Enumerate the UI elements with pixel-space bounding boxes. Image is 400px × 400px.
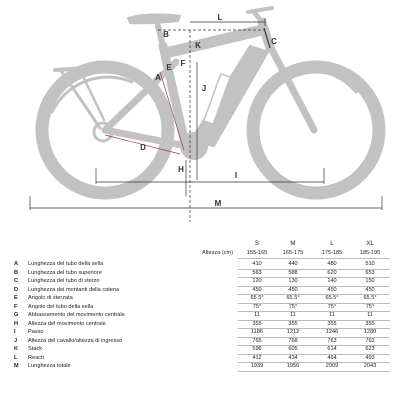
row-value-s: 596 <box>252 346 262 352</box>
geometry-table <box>6 240 396 371</box>
table-row <box>6 311 396 320</box>
row-value-s: 120 <box>252 278 262 284</box>
row-code: E <box>14 295 18 301</box>
motor <box>181 133 207 159</box>
row-code: G <box>14 312 19 318</box>
row-code: K <box>14 346 19 352</box>
row-value-l: 480 <box>327 261 337 267</box>
row-value-m: 588 <box>288 269 298 276</box>
row-label: Lunghezza del tubo della sella <box>28 261 104 267</box>
row-label: Angolo del tubo della sella <box>28 303 94 310</box>
row-value-s: 11 <box>254 312 260 318</box>
label-l: L <box>217 13 223 22</box>
row-value-s: 412 <box>252 354 262 361</box>
row-code: L <box>14 354 18 361</box>
row-code: J <box>14 337 18 344</box>
label-m: M <box>214 199 222 208</box>
row-value-s: 765 <box>252 337 262 344</box>
row-code: C <box>14 278 19 284</box>
row-value-m: 75° <box>288 303 298 310</box>
size-xl: XL <box>366 240 374 247</box>
label-i: I <box>234 171 238 180</box>
row-code: F <box>14 303 18 310</box>
row-value-l: 450 <box>327 286 337 293</box>
row-value-m: 1212 <box>286 329 300 335</box>
table-row <box>6 328 396 337</box>
height-range-xl: 185-195 <box>359 250 381 256</box>
row-value-m: 11 <box>290 312 296 318</box>
row-label: Lunghezza dei montanti della catena <box>28 286 120 293</box>
label-d: D <box>140 143 146 152</box>
size-header-row <box>6 240 396 249</box>
handlebar <box>248 8 272 12</box>
table-row <box>6 294 396 303</box>
row-code: H <box>14 320 19 327</box>
row-value-l: 355 <box>327 320 337 327</box>
table-row <box>6 345 396 354</box>
row-value-xl: 65.5° <box>363 295 377 301</box>
height-range-s: 155-165 <box>246 250 268 256</box>
row-value-s: 75° <box>252 303 262 310</box>
row-value-m: 130 <box>288 278 298 284</box>
row-label: Abbassamento del movimento centrale <box>28 312 125 318</box>
row-value-l: 1246 <box>325 329 339 335</box>
table-row <box>6 260 396 269</box>
row-value-s: 1939 <box>250 363 264 369</box>
bike-silhouette <box>42 8 379 193</box>
row-value-xl: 1280 <box>363 329 377 335</box>
row-value-xl: 11 <box>367 312 373 318</box>
table-row <box>6 303 396 312</box>
row-value-xl: 653 <box>365 269 375 276</box>
row-value-m: 434 <box>288 354 298 361</box>
row-value-xl: 355 <box>365 320 375 327</box>
row-value-l: 614 <box>327 346 337 352</box>
height-header: Altezza (cm) <box>202 250 234 256</box>
row-value-l: 65.5° <box>325 295 339 301</box>
row-value-s: 410 <box>252 261 262 267</box>
label-f: F <box>180 59 186 68</box>
row-value-m: 768 <box>288 337 298 344</box>
row-label: Angolo di sterzata <box>28 295 73 301</box>
row-value-xl: 493 <box>365 354 375 361</box>
row-value-l: 763 <box>327 337 337 344</box>
row-label: Lunghezza del tubo superiore <box>28 269 102 276</box>
row-value-s: 65.5° <box>250 295 264 301</box>
row-value-xl: 510 <box>365 261 375 267</box>
row-code: A <box>14 261 19 267</box>
saddle <box>128 14 180 23</box>
table-row <box>6 320 396 329</box>
row-value-xl: 150 <box>365 278 375 284</box>
row-value-m: 440 <box>288 261 298 267</box>
table-row <box>6 337 396 346</box>
row-label: Lunghezza del tubo di sterzo <box>28 278 100 284</box>
row-value-m: 605 <box>288 346 298 352</box>
size-l: L <box>330 240 334 247</box>
row-value-l: 2009 <box>325 363 339 369</box>
table-row <box>6 354 396 363</box>
row-label: Altezza del cavallo/altezza di ingresso <box>28 337 123 344</box>
label-e: E <box>166 63 172 72</box>
label-b: B <box>163 30 169 39</box>
row-value-m: 450 <box>288 286 298 293</box>
row-value-m: 65.5° <box>286 295 300 301</box>
row-value-s: 1186 <box>250 329 264 335</box>
row-value-s: 450 <box>252 286 262 293</box>
row-value-l: 75° <box>327 303 337 310</box>
row-value-s: 563 <box>252 269 262 276</box>
row-value-s: 355 <box>252 320 262 327</box>
label-k: K <box>195 41 201 50</box>
size-s: S <box>254 240 260 247</box>
label-h: H <box>178 165 184 174</box>
label-c: C <box>271 37 277 46</box>
row-label: Passo <box>28 329 44 335</box>
label-a: A <box>155 73 161 82</box>
row-code: B <box>14 269 19 276</box>
table-row <box>6 269 396 278</box>
height-range-l: 175-185 <box>321 250 343 256</box>
row-value-m: 355 <box>288 320 298 327</box>
row-label: Stack <box>28 346 42 352</box>
header-rule <box>238 258 390 259</box>
row-value-m: 1956 <box>286 363 300 369</box>
label-j: J <box>201 84 207 93</box>
row-code: D <box>14 286 19 293</box>
row-value-xl: 623 <box>365 346 375 352</box>
table-row <box>6 362 396 371</box>
row-label: Lunghezza totale <box>28 363 71 369</box>
table-body <box>6 260 396 371</box>
row-value-xl: 763 <box>365 337 375 344</box>
row-value-l: 11 <box>329 312 335 318</box>
handlebar-stem <box>254 12 262 22</box>
row-value-xl: 75° <box>365 303 375 310</box>
height-range-row <box>6 249 396 260</box>
size-m: M <box>290 240 296 247</box>
table-row <box>6 286 396 295</box>
height-range-m: 165-175 <box>282 250 304 256</box>
row-code: I <box>14 329 16 335</box>
row-value-l: 620 <box>327 269 337 276</box>
row-value-xl: 450 <box>365 286 375 293</box>
row-code: M <box>14 363 19 369</box>
table-row <box>6 277 396 286</box>
row-label: Reach <box>28 354 45 361</box>
row-value-xl: 2043 <box>363 363 377 369</box>
row-value-l: 140 <box>327 278 337 284</box>
row-value-l: 464 <box>327 354 337 361</box>
row-rule <box>238 371 390 372</box>
row-label: Altezza del movimento centrale <box>28 320 106 327</box>
